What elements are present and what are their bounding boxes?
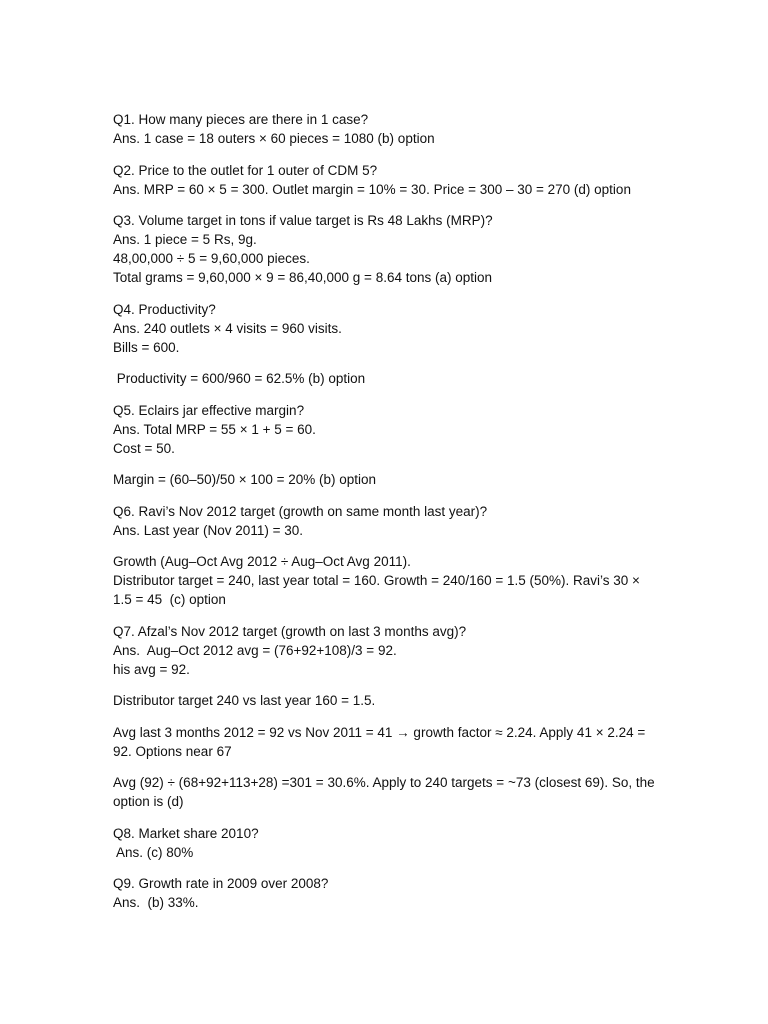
paragraph-gap xyxy=(113,679,658,692)
q3-answer-line-1: Ans. 1 piece = 5 Rs, 9g. xyxy=(113,232,257,247)
q4-answer-line-3: Productivity = 600/960 = 62.5% (b) option xyxy=(113,371,366,386)
q7-answer-line-3: Distributor target 240 vs last year 160 = 1.5. xyxy=(113,693,376,708)
q3-question: Q3. Volume target in tons if value target is Rs 48 Lakhs (MRP)? xyxy=(113,213,493,228)
paragraph-gap xyxy=(113,710,658,723)
q7-answer-line-4: Avg last 3 months 2012 = 92 vs Nov 2011 = 41 → growth factor ≈ 2.24. Apply 41 × 2.24 = 92. Options near 67 xyxy=(113,724,646,759)
paragraph-gap xyxy=(113,862,658,875)
q8-question: Q8. Market share 2010? xyxy=(113,825,259,841)
q8-answer: Ans. (c) 80% xyxy=(113,844,194,860)
q6-answer-line-3: Distributor target = 240, last year total = 160. Growth = 240/160 = 1.5 (50%). Ravi’s 30 × 1.5 = 45 (c) option xyxy=(113,573,644,607)
paragraph-gap xyxy=(113,761,658,774)
paragraph-gap xyxy=(113,458,658,471)
q4-answer-line-2: Bills = 600. xyxy=(113,339,180,355)
paragraph-gap xyxy=(113,148,658,161)
paragraph-gap xyxy=(113,540,658,553)
q2-answer: Ans. MRP = 60 × 5 = 300. Outlet margin = 10% = 30. Price = 300 – 30 = 270 (d) option xyxy=(113,181,631,197)
q9-question: Q9. Growth rate in 2009 over 2008? xyxy=(113,876,329,891)
q4-question: Q4. Productivity? xyxy=(113,301,216,317)
paragraph-gap xyxy=(113,287,658,300)
q4-answer-line-1: Ans. 240 outlets × 4 visits = 960 visits. xyxy=(113,320,342,336)
q5-answer-line-3: Margin = (60–50)/50 × 100 = 20% (b) option xyxy=(113,472,377,487)
q6-answer-line-2: Growth (Aug–Oct Avg 2012 ÷ Aug–Oct Avg 2011). xyxy=(113,554,411,569)
paragraph-gap xyxy=(113,357,658,370)
q7-question: Q7. Afzal’s Nov 2012 target (growth on last 3 months avg)? xyxy=(113,623,467,639)
document-body xyxy=(113,110,658,912)
q7-answer-line-5: Avg (92) ÷ (68+92+113+28) =301 = 30.6%. Apply to 240 targets = ~73 (closest 69). So, the option is (d) xyxy=(113,775,655,809)
q5-answer-line-1: Ans. Total MRP = 55 × 1 + 5 = 60. xyxy=(113,421,316,437)
paragraph-gap xyxy=(113,199,658,212)
q9-answer: Ans. (b) 33%. xyxy=(113,895,199,910)
paragraph-gap xyxy=(113,811,658,824)
paragraph-gap xyxy=(113,489,658,502)
q7-answer-line-2: his avg = 92. xyxy=(113,661,190,677)
q7-answer-line-1: Ans. Aug–Oct 2012 avg = (76+92+108)/3 = 92. xyxy=(113,642,397,658)
q5-answer-line-2: Cost = 50. xyxy=(113,440,175,456)
q6-question: Q6. Ravi’s Nov 2012 target (growth on same month last year)? xyxy=(113,503,488,519)
q5-question: Q5. Eclairs jar effective margin? xyxy=(113,402,305,418)
q3-answer-line-2: 48,00,000 ÷ 5 = 9,60,000 pieces. xyxy=(113,251,310,266)
q6-answer-line-1: Ans. Last year (Nov 2011) = 30. xyxy=(113,522,303,538)
q1-question: Q1. How many pieces are there in 1 case? xyxy=(113,112,369,127)
paragraph-gap xyxy=(113,609,658,622)
q3-answer-line-3: Total grams = 9,60,000 × 9 = 86,40,000 g = 8.64 tons (a) option xyxy=(113,270,493,285)
q1-answer: Ans. 1 case = 18 outers × 60 pieces = 1080 (b) option xyxy=(113,131,435,146)
paragraph-gap xyxy=(113,388,658,401)
q2-question: Q2. Price to the outlet for 1 outer of CDM 5? xyxy=(113,162,378,178)
